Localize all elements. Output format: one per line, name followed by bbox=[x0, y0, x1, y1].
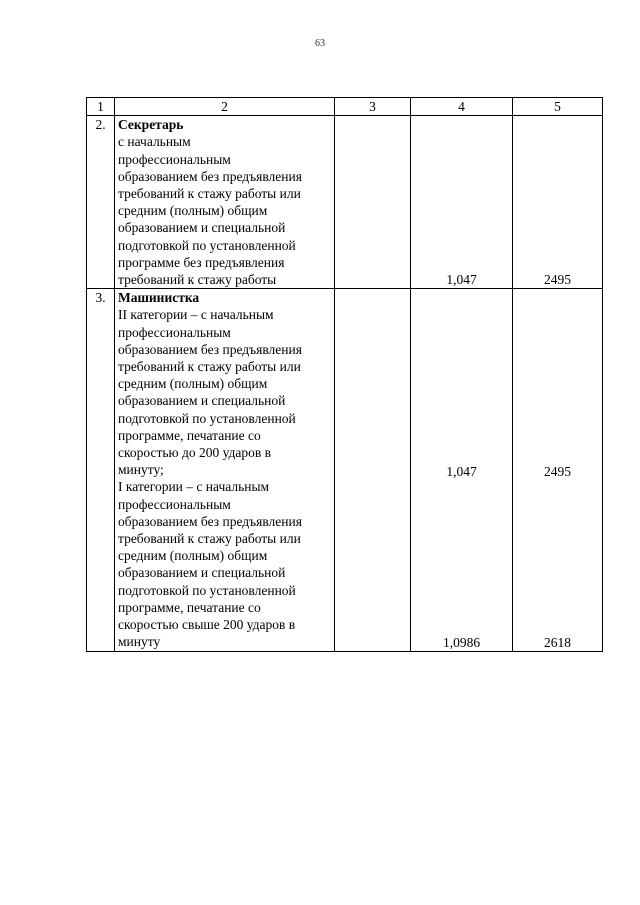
description-line: программе, печатание со bbox=[118, 427, 261, 443]
table-row-typist bbox=[87, 289, 603, 651]
header-cell-5: 5 bbox=[513, 98, 603, 116]
description-line: профессиональным bbox=[118, 151, 231, 167]
description-line: образованием и специальной bbox=[118, 565, 286, 581]
position-title: Секретарь bbox=[118, 117, 184, 133]
description-line: требований к стажу работы или bbox=[118, 186, 301, 202]
description-line: образованием без предъявления bbox=[118, 168, 302, 184]
description-line: программе без предъявления bbox=[118, 254, 285, 270]
coefficient-cell bbox=[411, 289, 513, 651]
description-line: образованием без предъявления bbox=[118, 341, 302, 357]
description-line: подготовкой по установленной bbox=[118, 410, 296, 426]
table-header-row bbox=[87, 98, 603, 116]
salary-category-1: 2618 bbox=[544, 634, 571, 650]
description-line: минуту bbox=[118, 634, 161, 650]
salary-cell: 2495 bbox=[513, 116, 603, 289]
description-line: подготовкой по установленной bbox=[118, 582, 296, 598]
cell-spacer bbox=[411, 480, 512, 634]
cell-spacer bbox=[513, 480, 602, 634]
description-line: программе, печатание со bbox=[118, 599, 261, 615]
description-line: требований к стажу работы bbox=[118, 272, 277, 288]
header-cell-3: 3 bbox=[335, 98, 411, 116]
position-description bbox=[115, 116, 335, 289]
description-line: требований к стажу работы или bbox=[118, 359, 301, 375]
description-line: с начальным bbox=[118, 134, 191, 150]
coefficient-category-2: 1,047 bbox=[446, 463, 477, 479]
rates-table bbox=[86, 97, 603, 652]
table-row-secretary bbox=[87, 116, 603, 289]
header-cell-2: 2 bbox=[115, 98, 335, 116]
description-line: скоростью до 200 ударов в bbox=[118, 445, 271, 461]
description-line: профессиональным bbox=[118, 324, 231, 340]
description-line: образованием и специальной bbox=[118, 220, 286, 236]
position-description bbox=[115, 289, 335, 651]
description-line: средним (полным) общим bbox=[118, 203, 268, 219]
description-line: требований к стажу работы или bbox=[118, 531, 301, 547]
coefficient-category-1: 1,0986 bbox=[442, 634, 481, 650]
row-number: 3. bbox=[87, 289, 115, 651]
description-line: скоростью свыше 200 ударов в bbox=[118, 617, 296, 633]
description-line: минуту; bbox=[118, 462, 164, 478]
coefficient-cell: 1,047 bbox=[411, 116, 513, 289]
description-line: средним (полным) общим bbox=[118, 376, 268, 392]
description-line: подготовкой по установленной bbox=[118, 237, 296, 253]
salary-category-2: 2495 bbox=[544, 463, 571, 479]
salary-cell bbox=[513, 289, 603, 651]
description-line: образованием без предъявления bbox=[118, 513, 302, 529]
column-3-cell bbox=[335, 116, 411, 289]
description-line: I категории – с начальным bbox=[118, 479, 270, 495]
header-cell-1: 1 bbox=[87, 98, 115, 116]
description-line: средним (полным) общим bbox=[118, 548, 268, 564]
description-line: профессиональным bbox=[118, 496, 231, 512]
row-number: 2. bbox=[87, 116, 115, 289]
description-line: II категории – с начальным bbox=[118, 307, 274, 323]
position-title: Машинистка bbox=[118, 290, 200, 306]
header-cell-4: 4 bbox=[411, 98, 513, 116]
description-line: образованием и специальной bbox=[118, 393, 286, 409]
column-3-cell bbox=[335, 289, 411, 651]
page-number: 63 bbox=[315, 38, 325, 49]
